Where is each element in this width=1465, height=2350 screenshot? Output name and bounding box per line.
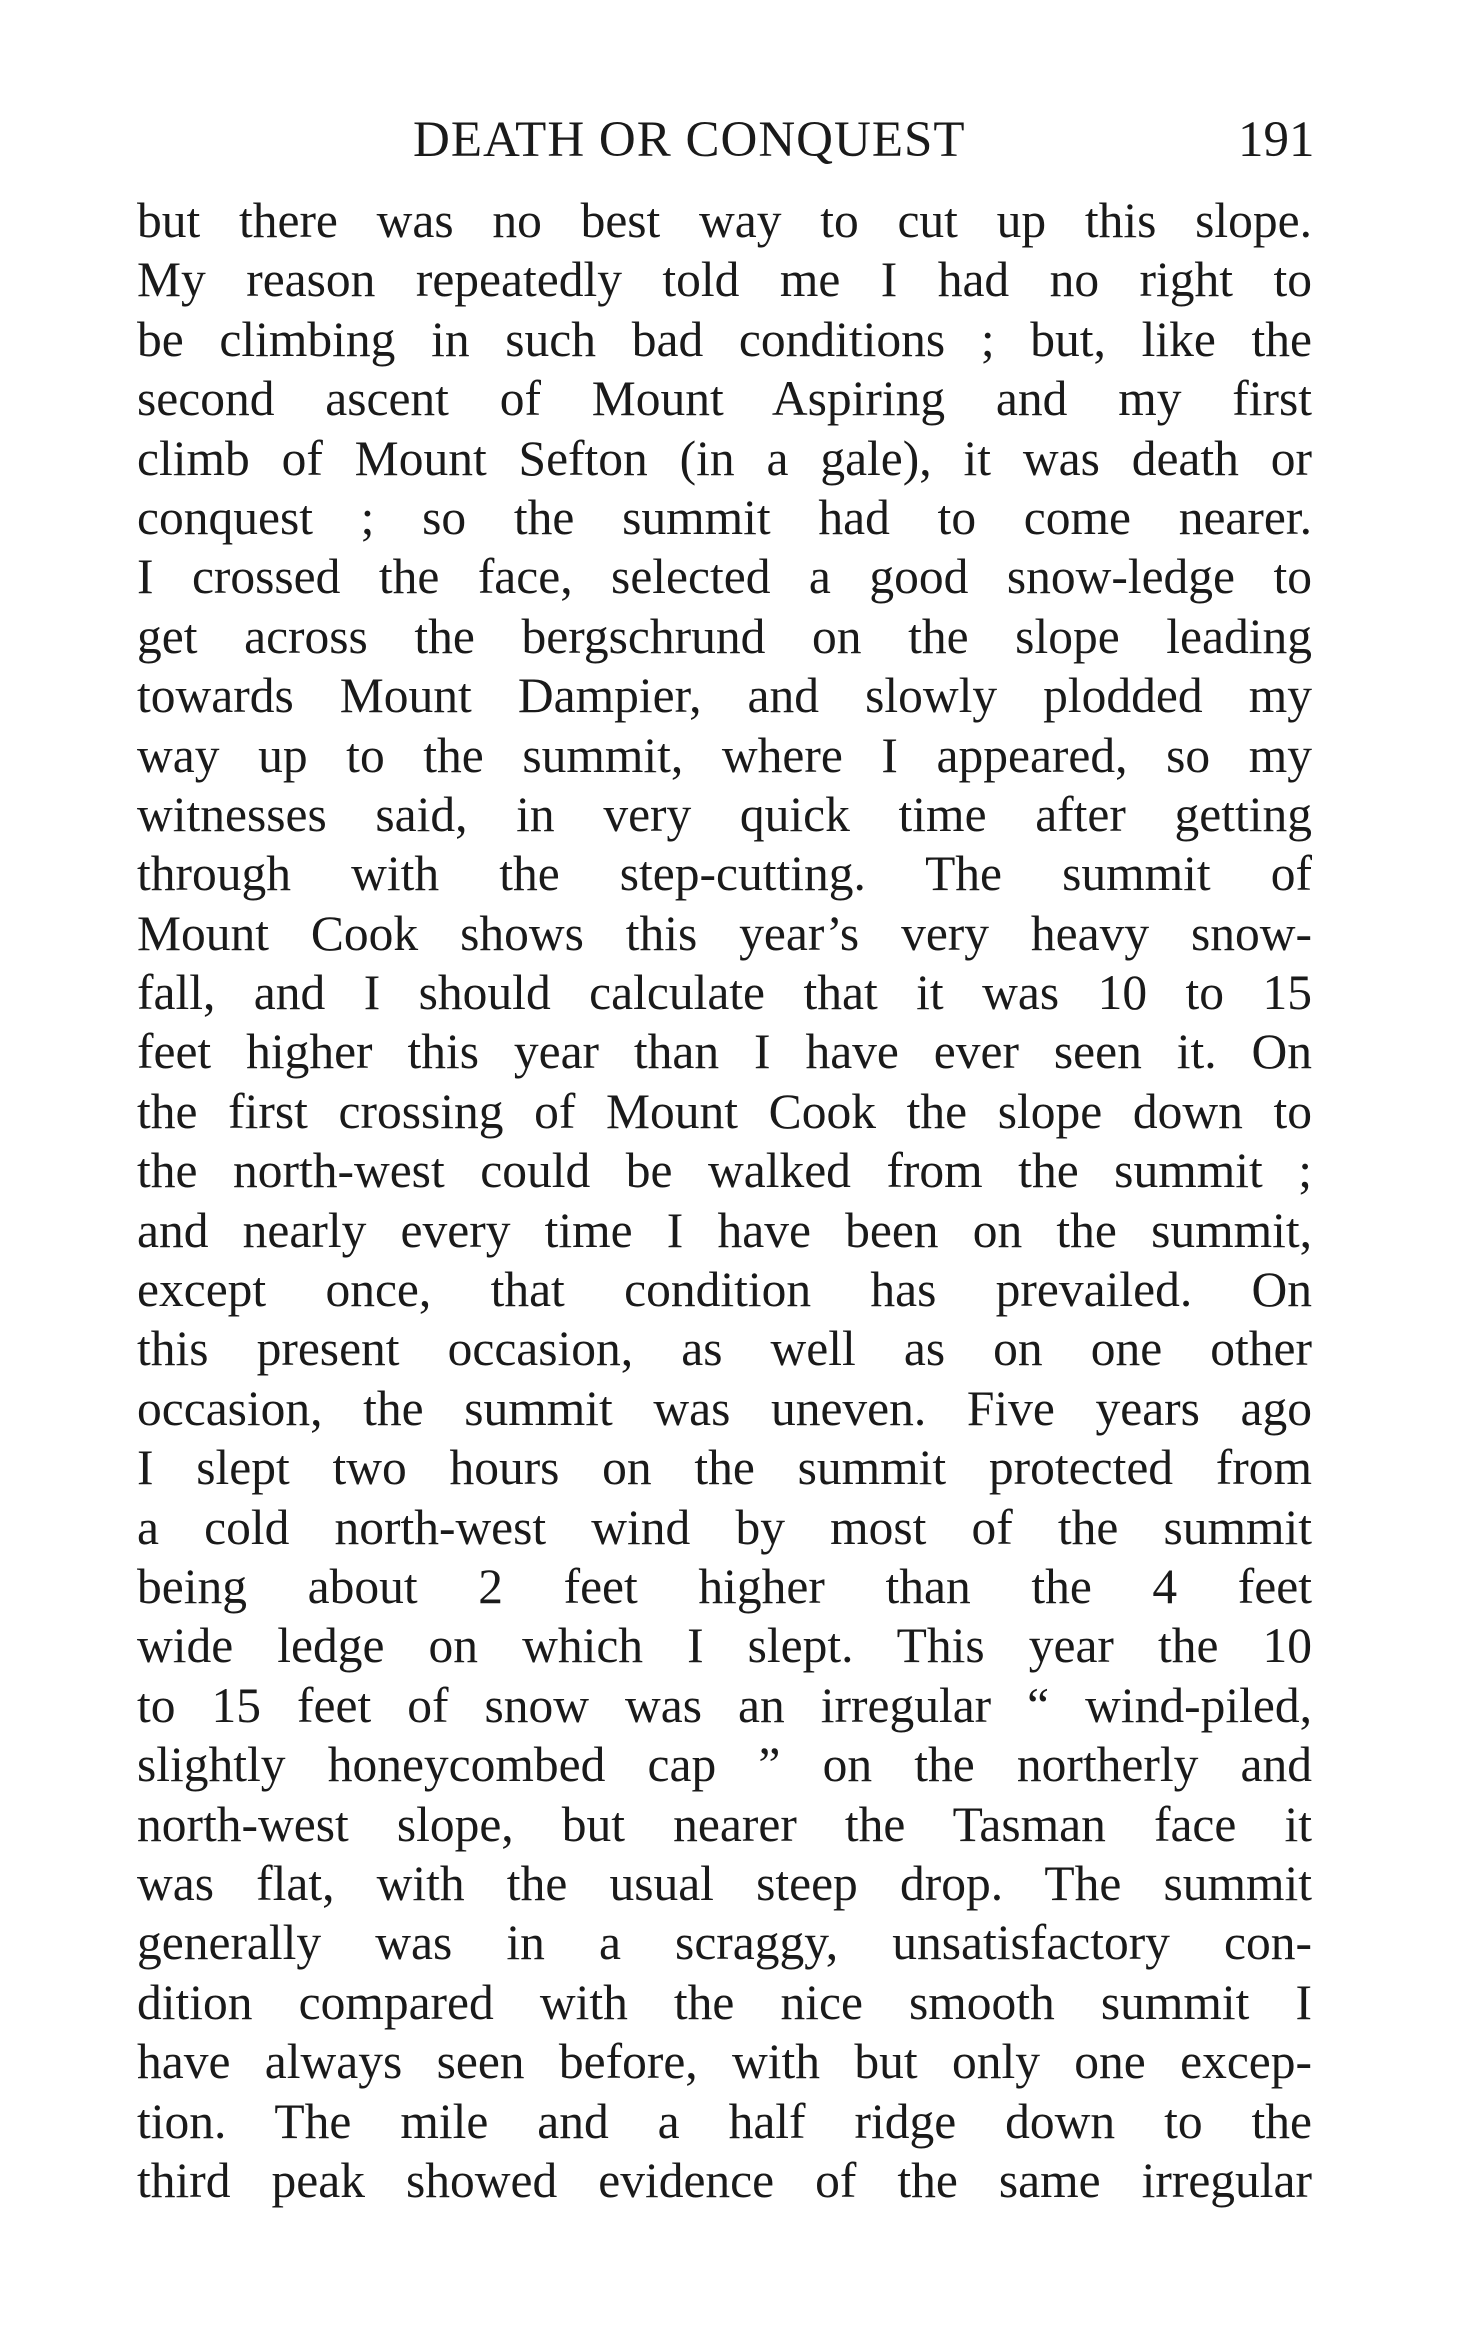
running-head (0, 108, 1465, 172)
text-line: slightly honeycombed cap ” on the northerly and (137, 1737, 1312, 1793)
text-line: the first crossing of Mount Cook the slope down to (137, 1083, 1312, 1139)
text-line: Mount Cook shows this year’s very heavy snow- (137, 905, 1312, 961)
text-line: a cold north-west wind by most of the summit (137, 1499, 1312, 1555)
running-title: DEATH OR CONQUEST (413, 112, 966, 168)
text-line: feet higher this year than I have ever seen it. On (137, 1024, 1312, 1080)
text-line: climb of Mount Sefton (in a gale), it was death or (137, 430, 1312, 486)
text-line: being about 2 feet higher than the 4 feet (137, 1558, 1312, 1614)
text-line: this present occasion, as well as on one other (137, 1321, 1312, 1377)
text-line: was flat, with the usual steep drop. The summit (137, 1855, 1312, 1911)
text-line: be climbing in such bad conditions ; but, like the (137, 311, 1312, 367)
text-line: way up to the summit, where I appeared, so my (137, 727, 1312, 783)
text-line: dition compared with the nice smooth summit I (137, 1974, 1312, 2030)
text-line: I crossed the face, selected a good snow-ledge to (137, 549, 1312, 605)
text-line: conquest ; so the summit had to come nearer. (137, 489, 1312, 545)
text-line: I slept two hours on the summit protected from (137, 1440, 1312, 1496)
text-line: occasion, the summit was uneven. Five years ago (137, 1380, 1312, 1436)
text-line: north-west slope, but nearer the Tasman face it (137, 1796, 1312, 1852)
text-line: to 15 feet of snow was an irregular “ wind-piled, (137, 1677, 1312, 1733)
text-line: get across the bergschrund on the slope leading (137, 608, 1312, 664)
text-line: except once, that condition has prevailed. On (137, 1262, 1312, 1318)
text-line: and nearly every time I have been on the summit, (137, 1202, 1312, 1258)
text-line: second ascent of Mount Aspiring and my first (137, 371, 1312, 427)
page-number: 191 (1238, 112, 1315, 168)
text-line: have always seen before, with but only one excep- (137, 2034, 1312, 2090)
text-line: tion. The mile and a half ridge down to the (137, 2093, 1312, 2149)
body-text (137, 191, 1312, 2210)
text-line: the north-west could be walked from the summit ; (137, 1143, 1312, 1199)
text-line: third peak showed evidence of the same irregular (137, 2152, 1312, 2208)
text-line: wide ledge on which I slept. This year the 10 (137, 1618, 1312, 1674)
text-line: witnesses said, in very quick time after getting (137, 786, 1312, 842)
text-line: but there was no best way to cut up this slope. (137, 193, 1312, 248)
text-line: through with the step-cutting. The summit of (137, 846, 1312, 902)
text-line: My reason repeatedly told me I had no right to (137, 252, 1312, 308)
text-line: generally was in a scraggy, unsatisfactory con- (137, 1915, 1312, 1971)
text-line: towards Mount Dampier, and slowly plodded my (137, 668, 1312, 724)
text-line: fall, and I should calculate that it was 10 to 15 (137, 965, 1312, 1021)
